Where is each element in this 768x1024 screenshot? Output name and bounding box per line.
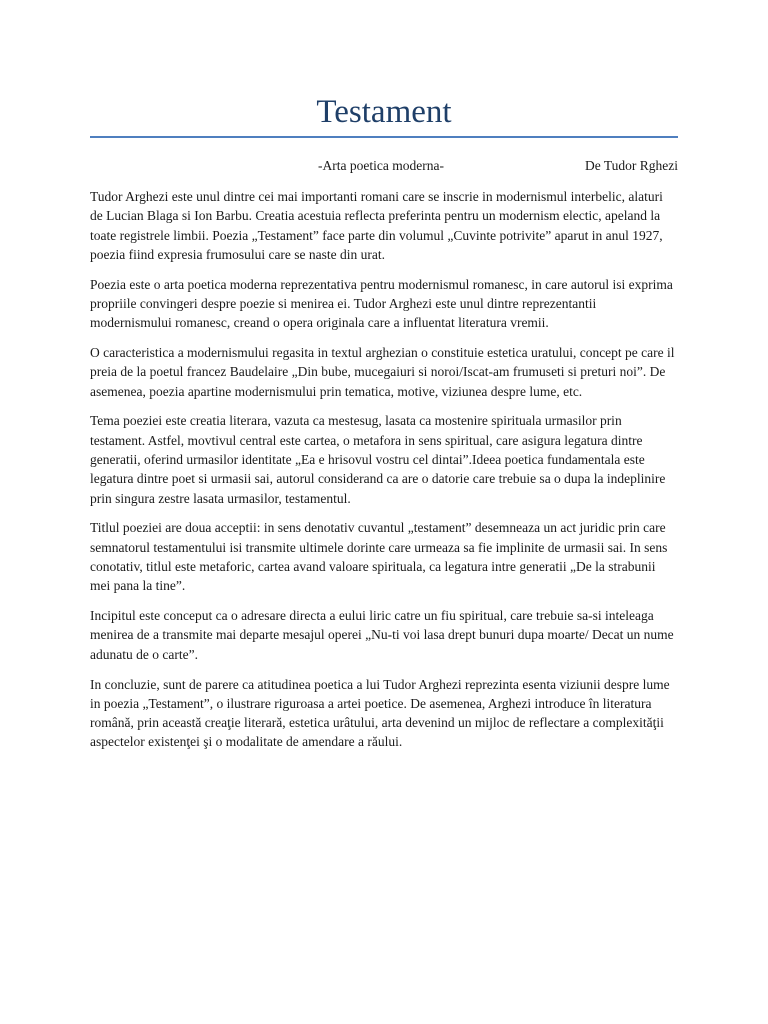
document-title: Testament	[316, 94, 452, 130]
subtitle-row	[90, 156, 678, 176]
paragraph: Tudor Arghezi este unul dintre cei mai importanti romani care se inscrie in modernismul interbelic, alaturi de Lucian Blaga si Ion Barbu. Creatia acestuia reflecta preferinta pentru un modernism electic, apeland la toate registrele limbii. Poezia „Testament” face parte din volumul „Cuvinte potrivite” aparut in anul 1927, poezia fiind expresia frumosului care se naste din urat.	[90, 189, 663, 262]
title-underline	[90, 136, 678, 138]
paragraph: Tema poeziei este creatia literara, vazuta ca mestesug, lasata ca mostenire spirituala urmasilor prin testament. Astfel, movtivul central este cartea, o metafora in sens spiritual, care asigura legatura dintre generatii, oferind urmasilor identitate „Ea e hrisovul vostru cel dintai”.Ideea poetica fundamentala este legatura dintre poet si urmasii sai, autorul considerand ca are o datorie care trebuie sa o dupa la indeplinire prin singura zestre lasata urmasilor, testamentul.	[90, 413, 666, 506]
paragraph: In concluzie, sunt de parere ca atitudinea poetica a lui Tudor Arghezi reprezinta esenta viziunii despre lume in poezia „Testament”, o ilustrare riguroasa a artei poetice. De asemenea, Arghezi introduce în literatura română, prin această creaţie literară, estetica urâtului, arta devenind un mijloc de reflectare a complexităţii aspectelor existenţei şi o modalitate de amendare a răului.	[90, 676, 670, 750]
paragraph: Poezia este o arta poetica moderna reprezentativa pentru modernismul romanesc, in care autorul isi exprima propriile convingeri despre poezie si menirea ei. Tudor Arghezi este unul dintre reprezentantii modernismului romanesc, creand o opera originala care a influentat literatura vremii.	[90, 276, 673, 331]
paragraph: O caracteristica a modernismului regasita in textul arghezian o constituie estetica uratului, concept pe care il preia de la poetul francez Baudelaire „Din bube, mucegaiuri si noroi/Iscat-am frumuseti si preturi noi”. De asemenea, poezia apartine modernismului prin tematica, motive, viziunea despre lume, etc.	[90, 345, 675, 399]
document-author: De Tudor Rghezi	[584, 158, 678, 173]
paragraph: Titlul poeziei are doua acceptii: in sens denotativ cuvantul „testament” desemneaza un act juridic prin care semnatorul testamentului isi transmite ultimele dorinte care urmeaza sa fie implinite de urmasii sai. In sens conotativ, titlul este metaforic, cartea avand valoare spirituala, ca legatura intre generatii „De la strabunii mei pana la tine”.	[90, 520, 668, 594]
document-body	[90, 187, 678, 762]
paragraph: Incipitul este conceput ca o adresare directa a eului liric catre un fiu spiritual, care trebuie sa-si inteleaga menirea de a transmite mai departe mesajul operei „Nu-ti voi lasa drept bunuri dupa moarte/ Decat un nume adunatu de o carte”.	[90, 608, 674, 662]
document-subtitle: -Arta poetica moderna-	[318, 158, 444, 173]
